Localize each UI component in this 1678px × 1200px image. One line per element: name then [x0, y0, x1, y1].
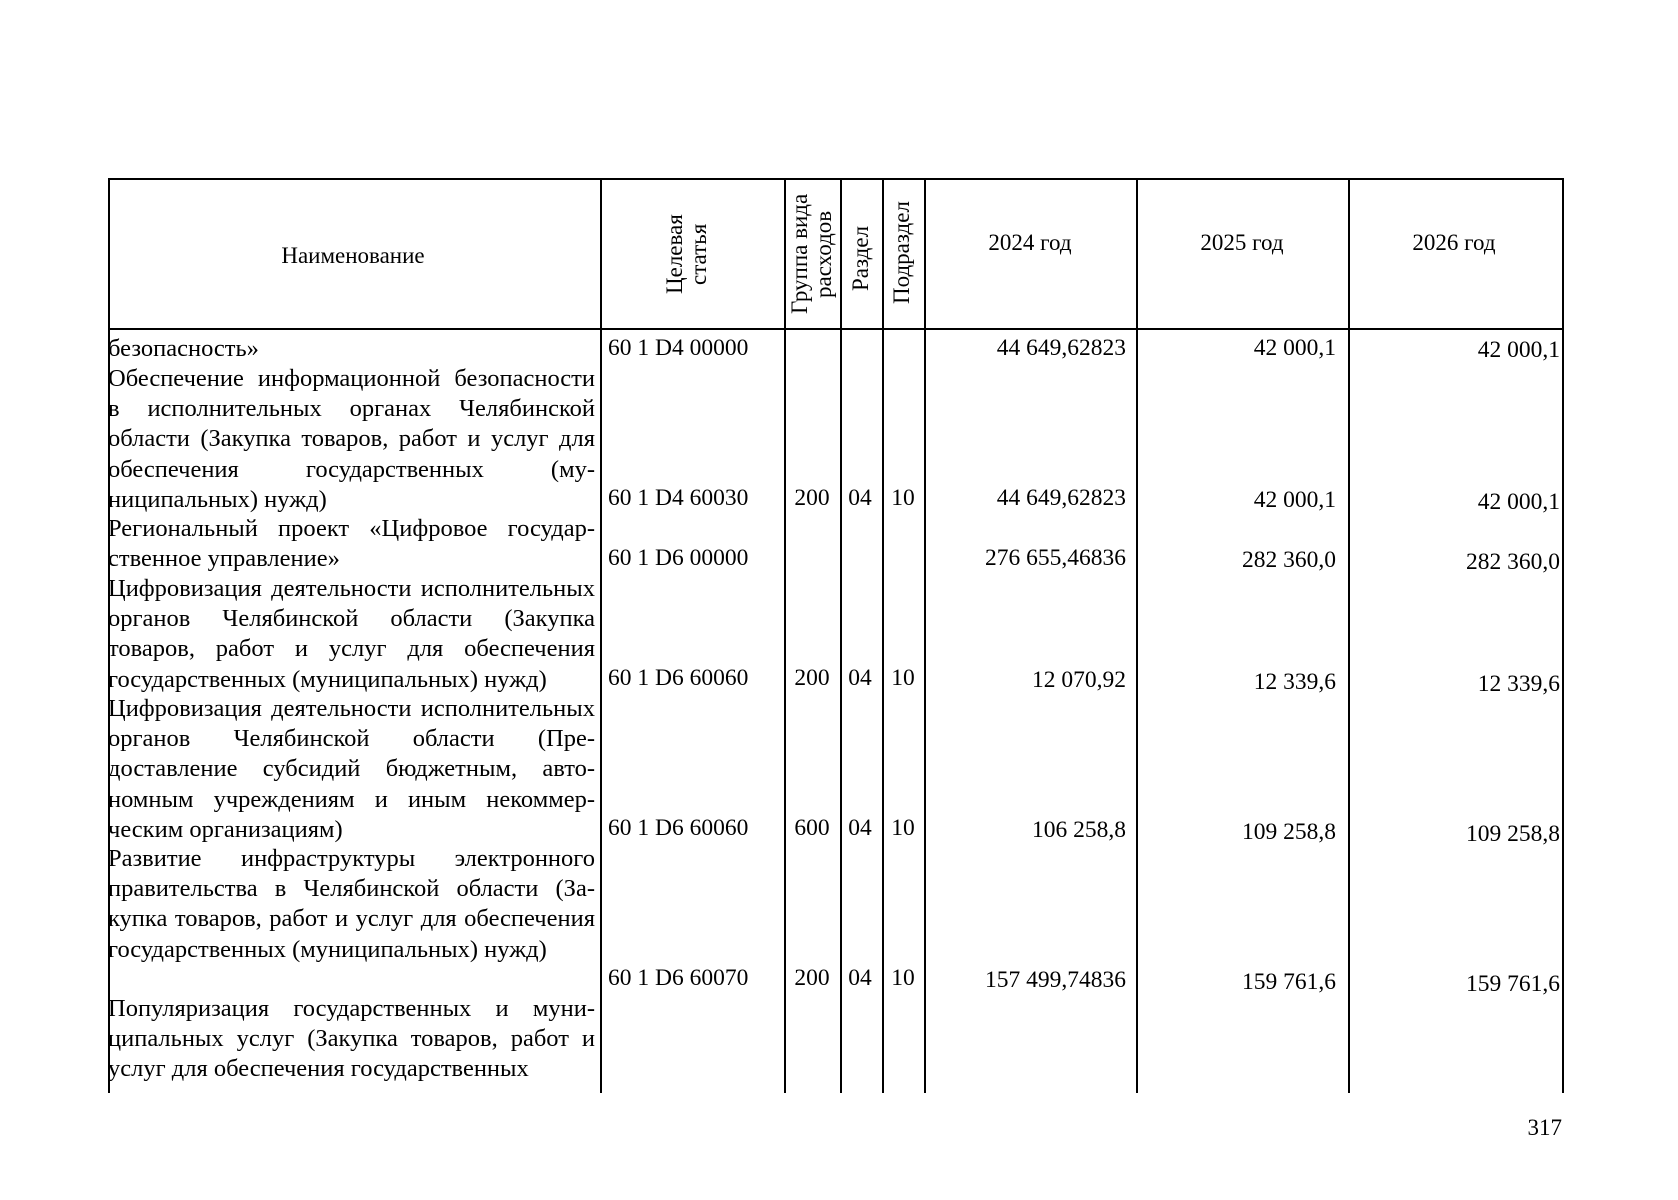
- row-code: 60 1 D6 60070: [608, 965, 749, 991]
- header-target-article: Целевая статья: [662, 214, 711, 294]
- row-subsection: 10: [891, 665, 915, 691]
- row-name: Обеспечение информационной безопасности в исполнительных органах Челябинской области (Закупка товаров, работ и услуг для обеспечения государственных (муниципальных) нужд): [108, 365, 595, 513]
- row-2026: 42 000,1: [1477, 337, 1560, 363]
- row-2025: 109 258,8: [1242, 819, 1336, 845]
- row-2025: 42 000,1: [1253, 335, 1336, 361]
- row-subsection: 10: [891, 965, 915, 991]
- row-name: Популяризация государственных и муниципальных услуг (Закупка товаров, работ и услуг для обеспечения государственных: [108, 995, 595, 1083]
- row-name: Цифровизация деятельности исполнительных органов Челябинской области (Закупка товаров, работ и услуг для обеспечения государственных (муниципальных) нужд): [108, 575, 595, 693]
- page-number: 317: [1527, 1115, 1562, 1140]
- table-right-border: [1562, 178, 1564, 1093]
- row-code: 60 1 D4 00000: [608, 335, 749, 361]
- row-code: 60 1 D6 00000: [608, 545, 749, 571]
- header-subsection: Подраздел: [889, 201, 914, 305]
- row-2025: 42 000,1: [1253, 487, 1336, 513]
- row-group: 200: [794, 965, 830, 991]
- col-divider: [600, 178, 602, 1093]
- col-divider: [924, 178, 926, 1093]
- row-name: Развитие инфраструктуры электронного правительства в Челябинской области (Закупка товаров, работ и услуг для обеспечения государственных (муниципальных) нужд): [108, 845, 595, 963]
- col-divider: [784, 178, 786, 1093]
- header-bottom-border: [108, 328, 1564, 330]
- header-year-2024: 2024 год: [988, 230, 1072, 255]
- row-subsection: 10: [891, 485, 915, 511]
- row-group: 200: [794, 665, 830, 691]
- row-name: безопасность»: [108, 335, 259, 362]
- row-2026: 159 761,6: [1466, 971, 1560, 997]
- row-2025: 12 339,6: [1253, 669, 1336, 695]
- col-divider: [840, 178, 842, 1093]
- row-2026: 12 339,6: [1477, 671, 1560, 697]
- row-group: 600: [794, 815, 830, 841]
- header-year-2025: 2025 год: [1200, 230, 1284, 255]
- col-divider: [1136, 178, 1138, 1093]
- row-name: Региональный проект «Цифровое государственное управление»: [108, 515, 595, 573]
- col-divider: [882, 178, 884, 1093]
- row-2026: 42 000,1: [1477, 489, 1560, 515]
- row-2024: 12 070,92: [1032, 667, 1126, 693]
- row-subsection: 10: [891, 815, 915, 841]
- header-name: Наименование: [281, 243, 425, 268]
- row-2026: 282 360,0: [1466, 549, 1560, 575]
- row-section: 04: [848, 965, 872, 991]
- header-expense-group: Группа вида расходов: [787, 193, 836, 315]
- col-divider: [1348, 178, 1350, 1093]
- row-2024: 44 649,62823: [996, 335, 1126, 361]
- row-code: 60 1 D6 60060: [608, 815, 749, 841]
- row-2026: 109 258,8: [1466, 821, 1560, 847]
- header-year-2026: 2026 год: [1412, 230, 1496, 255]
- row-section: 04: [848, 815, 872, 841]
- row-2025: 282 360,0: [1242, 547, 1336, 573]
- row-2024: 276 655,46836: [985, 545, 1126, 571]
- row-name: Цифровизация деятельности исполнительных органов Челябинской области (Предоставление субсидий бюджетным, автономным учреждениям и иным некоммерческим организациям): [108, 695, 595, 843]
- row-2025: 159 761,6: [1242, 969, 1336, 995]
- row-section: 04: [848, 665, 872, 691]
- row-code: 60 1 D6 60060: [608, 665, 749, 691]
- row-2024: 157 499,74836: [985, 967, 1126, 993]
- row-group: 200: [794, 485, 830, 511]
- header-section: Раздел: [848, 225, 873, 291]
- row-2024: 44 649,62823: [996, 485, 1126, 511]
- budget-table: [108, 178, 1564, 1093]
- table-top-border: [108, 178, 1564, 180]
- row-2024: 106 258,8: [1032, 817, 1126, 843]
- row-code: 60 1 D4 60030: [608, 485, 749, 511]
- row-section: 04: [848, 485, 872, 511]
